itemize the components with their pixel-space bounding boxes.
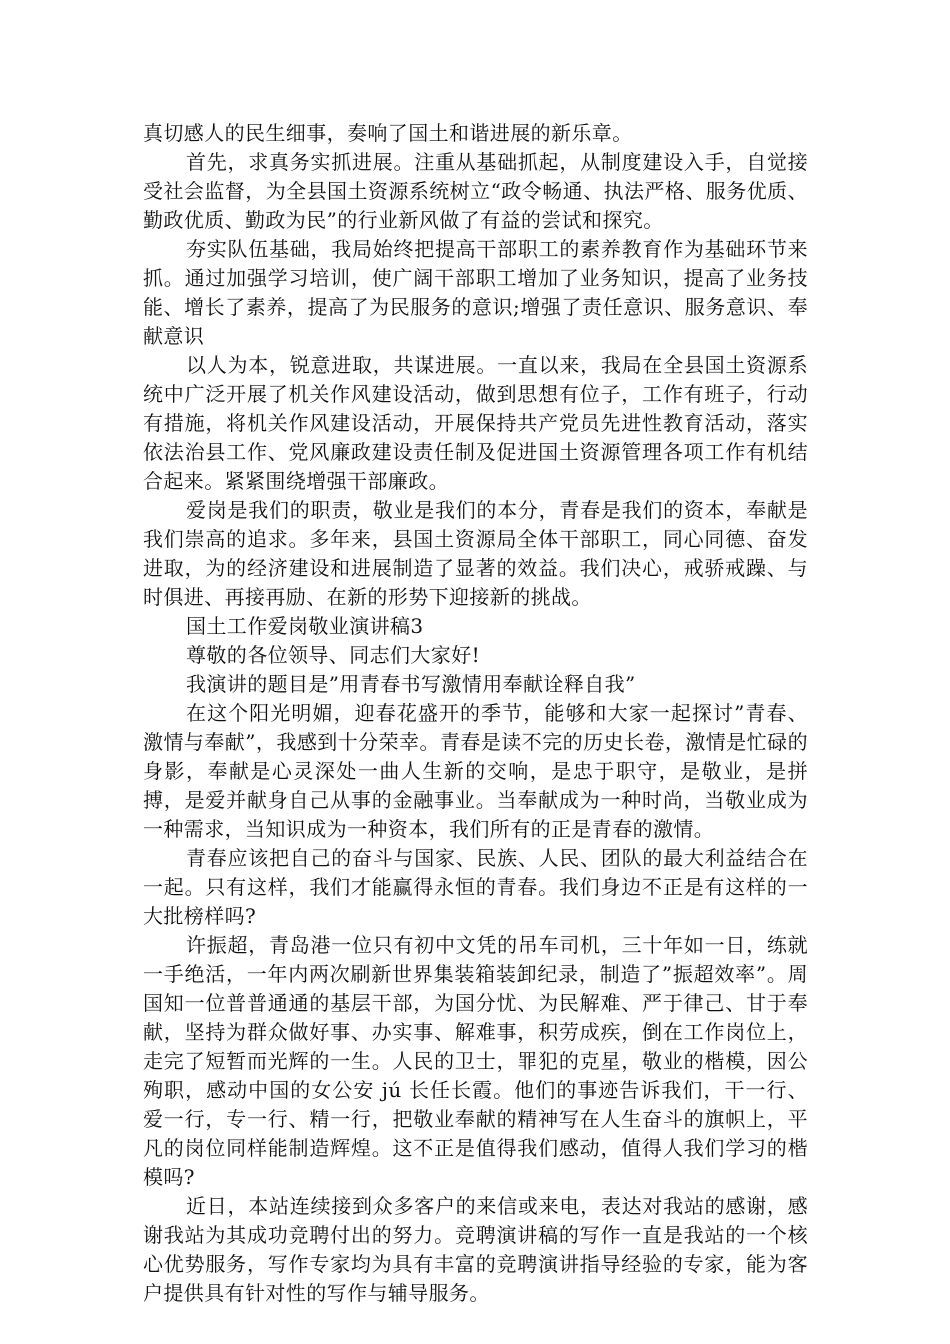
paragraph: 爱岗是我们的职责，敬业是我们的本分，青春是我们的资本，奉献是我们崇高的追求。多年来，县国土资源局全体干部职工，同心同德、奋发进取，为的经济建设和进展制造了显著的效益。我们决心，戒骄戒躁、与时俱进、再接再励、在新的形势下迎接新的挑战。	[143, 498, 808, 609]
paragraph: 近日，本站连续接到众多客户的来信或来电，表达对我站的感谢，感谢我站为其成功竞聘付出的努力。竞聘演讲稿的写作一直是我站的一个核心优势服务，写作专家均为具有丰富的竞聘演讲指导经验的专家，能为客户提供具有针对性的写作与辅导服务。	[143, 1194, 808, 1305]
document-body	[143, 119, 808, 1308]
paragraph: 夯实队伍基础，我局始终把提高干部职工的素养教育作为基础环节来抓。通过加强学习培训，使广阔干部职工增加了业务知识，提高了业务技能、增长了素养，提高了为民服务的意识;增强了责任意识、服务意识、奉献意识	[143, 237, 808, 348]
paragraph: 在这个阳光明媚，迎春花盛开的季节，能够和大家一起探讨”青春、激情与奉献”，我感到十分荣幸。青春是读不完的历史长卷，激情是忙碌的身影，奉献是心灵深处一曲人生新的交响，是忠于职守，是敬业，是拼搏，是爱并献身自己从事的金融事业。当奉献成为一种时尚，当敬业成为一种需求，当知识成为一种资本，我们所有的正是青春的激情。	[143, 701, 808, 841]
paragraph: 以人为本，锐意进取，共谋进展。一直以来，我局在全县国土资源系统中广泛开展了机关作风建设活动，做到思想有位子，工作有班子，行动有措施，将机关作风建设活动，开展保持共产党员先进性教育活动，落实依法治县工作、党风廉政建设责任制及促进国土资源管理各项工作有机结合起来。紧紧围绕增强干部廉政。	[143, 353, 808, 493]
speech-topic: 我演讲的题目是”用青春书写激情用奉献诠释自我”	[186, 672, 636, 696]
paragraph: 首先，求真务实抓进展。注重从基础抓起，从制度建设入手，自觉接受社会监督，为全县国土资源系统树立“政令畅通、执法严格、服务优质、勤政优质、勤政为民”的行业新风做了有益的尝试和探究。	[143, 150, 808, 232]
paragraph: 青春应该把自己的奋斗与国家、民族、人民、团队的最大利益结合在一起。只有这样，我们才能赢得永恒的青春。我们身边不正是有这样的一大批榜样吗?	[143, 846, 808, 928]
greeting: 尊敬的各位领导、同志们大家好!	[186, 643, 481, 667]
paragraph: 真切感人的民生细事，奏响了国土和谐进展的新乐章。	[143, 121, 633, 145]
paragraph: 许振超，青岛港一位只有初中文凭的吊车司机，三十年如一日，练就一手绝活，一年内两次刷新世界集装箱装卸纪录，制造了”振超效率”。周国知一位普普通通的基层干部，为国分忧、为民解难、严于律己、甘于奉献，坚持为群众做好事、办实事、解难事，积劳成疾，倒在工作岗位上，走完了短暂而光辉的一生。人民的卫士，罪犯的克星，敬业的楷模，因公殉职，感动中国的女公安 jú 长任长霞。他们的事迹告诉我们，干一行、爱一行，专一行、精一行，把敬业奉献的精神写在人生奋斗的旗帜上，平凡的岗位同样能制造辉煌。这不正是值得我们感动，值得人我们学习的楷模吗?	[143, 933, 808, 1189]
section-title: 国土工作爱岗敬业演讲稿3	[186, 614, 424, 638]
